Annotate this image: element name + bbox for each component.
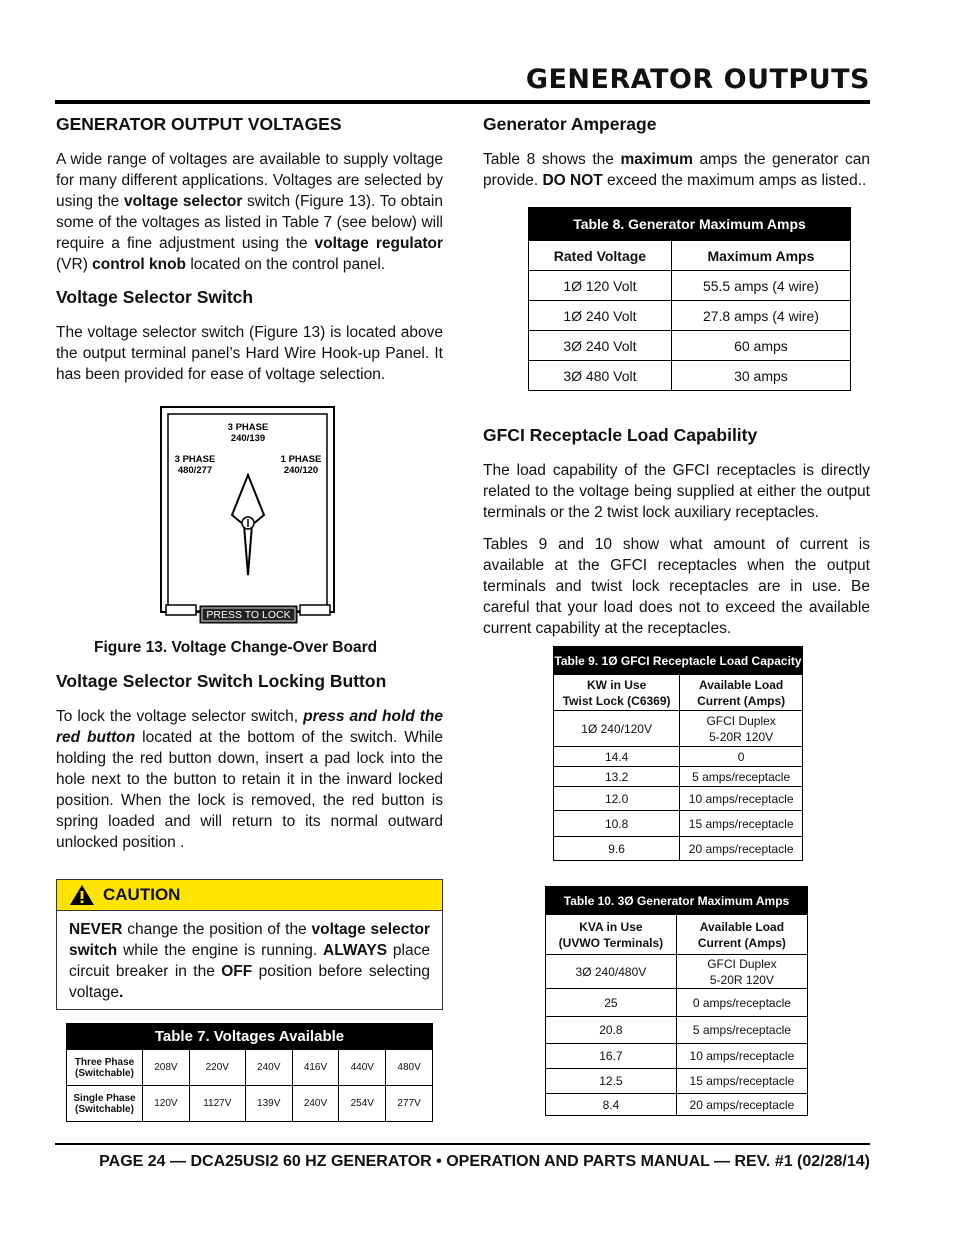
table-cell: 12.0: [554, 787, 680, 811]
table-cell: 480V: [386, 1050, 433, 1086]
table-cell: 13.2: [554, 767, 680, 787]
table-row: [554, 767, 803, 787]
table-cell: 254V: [339, 1086, 386, 1122]
row-label: Single Phase (Switchable): [67, 1086, 143, 1122]
table-cell: 1Ø 240 Volt: [529, 301, 672, 331]
table-cell: 208V: [143, 1050, 190, 1086]
table-cell: 240V: [245, 1050, 292, 1086]
table-cell: 10.8: [554, 811, 680, 837]
table-row: [67, 1050, 433, 1086]
table-cell: 30 amps: [671, 361, 850, 391]
table-row: [546, 955, 808, 989]
left-column: [56, 114, 443, 1010]
figure-13-caption: Figure 13. Voltage Change-Over Board: [94, 639, 378, 656]
table-header-row: [554, 675, 803, 711]
column-header: Available Load Current (Amps): [676, 915, 807, 955]
column-header: Maximum Amps: [671, 241, 850, 271]
section-title-generator-amperage: Generator Amperage: [483, 114, 657, 134]
table-header-row: [529, 241, 851, 271]
table-8-max-amps: [528, 207, 851, 391]
table-cell: 5 amps/receptacle: [676, 1017, 807, 1044]
label-top-line1: 3 PHASE: [227, 422, 269, 433]
table-cell: 3Ø 480 Volt: [529, 361, 672, 391]
warning-triangle-icon: [69, 884, 95, 906]
locking-button-paragraph: To lock the voltage selector switch, press and hold the red button located at the bottom of the switch. While holding the red button down, insert a pad lock into the hole next to the button to retain it in the inward locked position. When the lock is removed, the red button is spring loaded and will return to its normal outward unlocked position .: [56, 708, 443, 851]
page-title: GENERATOR OUTPUTS: [525, 64, 870, 95]
page-footer: PAGE 24 — DCA25USI2 60 HZ GENERATOR • OPERATION AND PARTS MANUAL — REV. #1 (02/28/14): [99, 1153, 870, 1170]
caution-title: CAUTION: [103, 885, 181, 904]
table-row: [546, 989, 808, 1017]
table-cell: 5 amps/receptacle: [680, 767, 803, 787]
label-top-line2: 240/139: [230, 433, 266, 444]
table-cell: 16.7: [546, 1044, 677, 1069]
table-cell: 10 amps/receptacle: [676, 1044, 807, 1069]
table-cell: 8.4: [546, 1094, 677, 1116]
table-7-voltages: [66, 1023, 433, 1122]
column-header: Rated Voltage: [529, 241, 672, 271]
table-cell: 20.8: [546, 1017, 677, 1044]
column-header: KW in Use Twist Lock (C6369): [554, 675, 680, 711]
table-cell: 220V: [189, 1050, 245, 1086]
table-9-gfci-capacity: [553, 646, 803, 861]
table-8-caption: Table 8. Generator Maximum Amps: [529, 208, 851, 241]
table-cell: 25: [546, 989, 677, 1017]
table-row: [529, 271, 851, 301]
table-row: [554, 747, 803, 767]
caution-header: [57, 880, 442, 911]
row-label: Three Phase (Switchable): [67, 1050, 143, 1086]
label-left-line2: 480/277: [177, 465, 213, 476]
table-header-row: [546, 915, 808, 955]
section-title-output-voltages: GENERATOR OUTPUT VOLTAGES: [56, 114, 342, 134]
section-title-locking-button: Voltage Selector Switch Locking Button: [56, 671, 387, 691]
output-voltages-paragraph: A wide range of voltages are available to supply voltage for many different applications. Voltages are selected by using the voltage selector switch (Figure 13). To obtain some of the voltages as listed in Table 7 (see below) will require a fine adjustment using the voltage regulator (VR) control knob located on the control panel.: [56, 151, 443, 273]
table-9-caption: Table 9. 1Ø GFCI Receptacle Load Capacity: [554, 647, 803, 675]
table-row: [554, 811, 803, 837]
table-cell: 10 amps/receptacle: [680, 787, 803, 811]
top-rule: [55, 100, 870, 104]
section-title-gfci-load: GFCI Receptacle Load Capability: [483, 425, 758, 445]
table-cell: 55.5 amps (4 wire): [671, 271, 850, 301]
table-cell: 27.8 amps (4 wire): [671, 301, 850, 331]
table-cell: 1127V: [189, 1086, 245, 1122]
table-cell: 14.4: [554, 747, 680, 767]
table-row: [554, 787, 803, 811]
table-cell: 15 amps/receptacle: [680, 811, 803, 837]
table-row: [554, 837, 803, 861]
table-cell: 12.5: [546, 1069, 677, 1094]
caution-box: [56, 879, 443, 1010]
voltage-selector-paragraph: The voltage selector switch (Figure 13) is located above the output terminal panel’s Hard Wire Hook-up Panel. It has been provided for ease of voltage selection.: [56, 324, 443, 383]
generator-amperage-paragraph: Table 8 shows the maximum amps the generator can provide. DO NOT exceed the maximum amps as listed..: [483, 151, 870, 189]
table-cell: 3Ø 240/480V: [546, 955, 677, 989]
table-row: [529, 301, 851, 331]
table-row: [546, 1094, 808, 1116]
label-right-line1: 1 PHASE: [280, 454, 322, 465]
changeover-board-drawing: [56, 405, 443, 635]
table-cell: 9.6: [554, 837, 680, 861]
table-cell: 277V: [386, 1086, 433, 1122]
press-to-lock-button[interactable]: [200, 606, 297, 623]
right-column: [483, 114, 870, 650]
label-right-line2: 240/120: [283, 465, 319, 476]
gfci-paragraph-1: The load capability of the GFCI receptacles is directly related to the voltage being supplied at either the output terminals or the 2 twist lock auxiliary receptacles.: [483, 462, 870, 521]
gfci-paragraph-2: Tables 9 and 10 show what amount of current is available at the GFCI receptacles when the output terminals and twist lock receptacles are in use. Be careful that your load does not to exceed the available current capability at the receptacles.: [483, 536, 870, 637]
table-row: [529, 331, 851, 361]
column-header: KVA in Use (UVWO Terminals): [546, 915, 677, 955]
table-10-caption: Table 10. 3Ø Generator Maximum Amps: [546, 887, 808, 915]
table-cell: 120V: [143, 1086, 190, 1122]
table-row: [546, 1017, 808, 1044]
svg-text:PRESS TO LOCK: PRESS TO LOCK: [206, 609, 291, 621]
table-row: [67, 1086, 433, 1122]
column-header: Available Load Current (Amps): [680, 675, 803, 711]
table-row: [546, 1044, 808, 1069]
table-cell: 440V: [339, 1050, 386, 1086]
table-cell: 240V: [292, 1086, 339, 1122]
section-title-voltage-selector-switch: Voltage Selector Switch: [56, 287, 254, 307]
table-10-3phase-amps: [545, 886, 808, 1116]
table-row: [546, 1069, 808, 1094]
voltage-changeover-figure: [56, 405, 443, 635]
table-cell: 0 amps/receptacle: [676, 989, 807, 1017]
table-cell: 3Ø 240 Volt: [529, 331, 672, 361]
table-cell: 0: [680, 747, 803, 767]
table-cell: GFCI Duplex 5-20R 120V: [676, 955, 807, 989]
table-cell: 1Ø 120 Volt: [529, 271, 672, 301]
table-cell: 60 amps: [671, 331, 850, 361]
table-cell: 20 amps/receptacle: [676, 1094, 807, 1116]
caution-text: NEVER change the position of the voltage selector switch while the engine is running. ALWAYS place circuit breaker in the OFF position before selecting voltage.: [69, 921, 430, 1001]
table-cell: 139V: [245, 1086, 292, 1122]
table-cell: 20 amps/receptacle: [680, 837, 803, 861]
table-cell: 1Ø 240/120V: [554, 711, 680, 747]
label-left-line1: 3 PHASE: [174, 454, 216, 465]
table-7-caption: Table 7. Voltages Available: [67, 1024, 433, 1050]
table-cell: 15 amps/receptacle: [676, 1069, 807, 1094]
table-cell: 416V: [292, 1050, 339, 1086]
table-row: [529, 361, 851, 391]
bottom-rule: [55, 1143, 870, 1145]
table-row: [554, 711, 803, 747]
table-cell: GFCI Duplex 5-20R 120V: [680, 711, 803, 747]
